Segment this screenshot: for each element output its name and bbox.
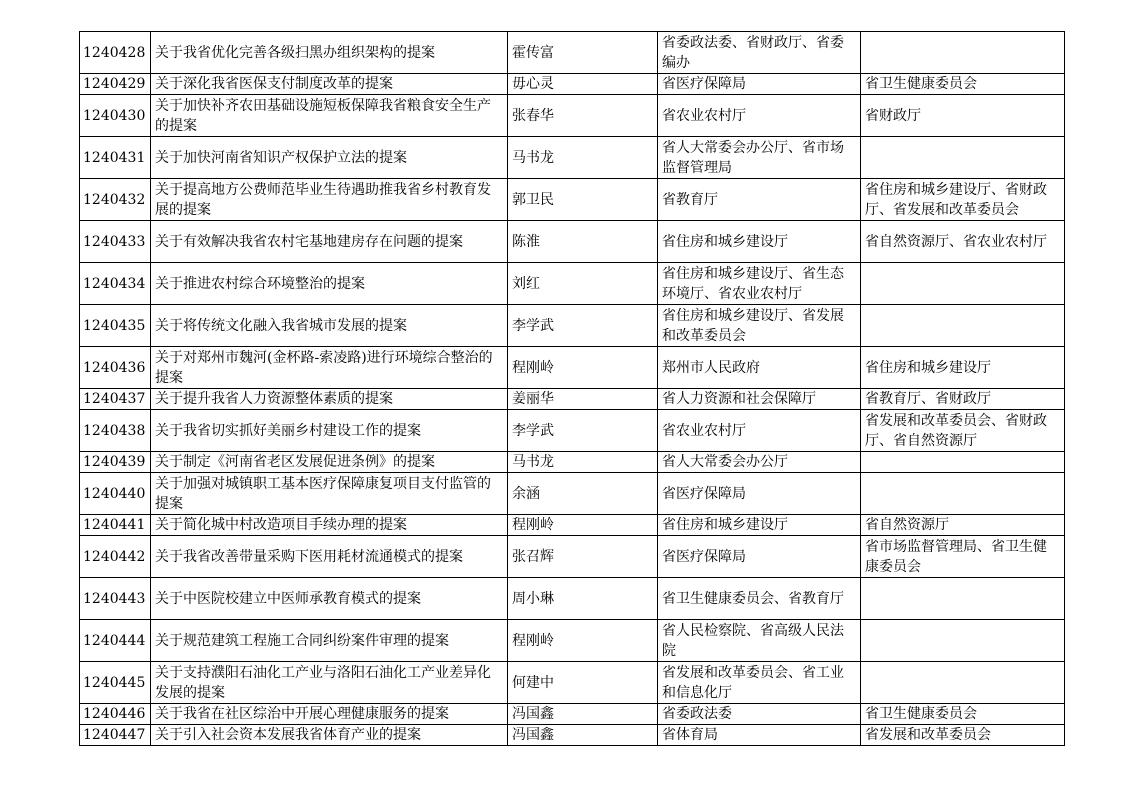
- lead-unit-cell: 省农业农村厅: [658, 410, 861, 452]
- proposal-title-cell: 关于我省在社区综治中开展心理健康服务的提案: [151, 704, 508, 725]
- proposal-title-cell: 关于对郑州市魏河(金杯路-索凌路)进行环境综合整治的提案: [151, 347, 508, 389]
- table-row: [80, 473, 1065, 515]
- proposal-title-cell: 关于我省改善带量采购下医用耗材流通模式的提案: [151, 536, 508, 578]
- assist-unit-cell: 省卫生健康委员会: [861, 704, 1065, 725]
- lead-unit-cell: 省卫生健康委员会、省教育厅: [658, 578, 861, 620]
- proposal-id-cell: 1240447: [80, 725, 151, 746]
- proposal-title-cell: 关于中医院校建立中医师承教育模式的提案: [151, 578, 508, 620]
- proposal-title-cell: 关于支持濮阳石油化工产业与洛阳石油化工产业差异化发展的提案: [151, 662, 508, 704]
- proposal-title-cell: 关于加强对城镇职工基本医疗保障康复项目支付监管的提案: [151, 473, 508, 515]
- proposal-title-cell: 关于我省优化完善各级扫黑办组织架构的提案: [151, 32, 508, 74]
- assist-unit-cell: [861, 452, 1065, 473]
- lead-unit-cell: 省住房和城乡建设厅、省发展和改革委员会: [658, 305, 861, 347]
- assist-unit-cell: [861, 32, 1065, 74]
- lead-unit-cell: 省体育局: [658, 725, 861, 746]
- lead-unit-cell: 省人大常委会办公厅: [658, 452, 861, 473]
- proposer-cell: 张春华: [508, 95, 658, 137]
- table-row: [80, 704, 1065, 725]
- table-row: [80, 725, 1065, 746]
- proposer-cell: 李学武: [508, 305, 658, 347]
- table-row: [80, 662, 1065, 704]
- proposal-title-cell: 关于我省切实抓好美丽乡村建设工作的提案: [151, 410, 508, 452]
- proposal-id-cell: 1240444: [80, 620, 151, 662]
- proposer-cell: 冯国鑫: [508, 704, 658, 725]
- assist-unit-cell: 省卫生健康委员会: [861, 74, 1065, 95]
- proposer-cell: 程刚岭: [508, 620, 658, 662]
- proposal-title-cell: 关于引入社会资本发展我省体育产业的提案: [151, 725, 508, 746]
- proposal-id-cell: 1240433: [80, 221, 151, 263]
- table-row: [80, 137, 1065, 179]
- assist-unit-cell: 省自然资源厅、省农业农村厅: [861, 221, 1065, 263]
- lead-unit-cell: 省医疗保障局: [658, 473, 861, 515]
- table-row: [80, 452, 1065, 473]
- proposal-id-cell: 1240436: [80, 347, 151, 389]
- lead-unit-cell: 省医疗保障局: [658, 536, 861, 578]
- proposal-title-cell: 关于推进农村综合环境整治的提案: [151, 263, 508, 305]
- assist-unit-cell: 省财政厅: [861, 95, 1065, 137]
- table-row: [80, 95, 1065, 137]
- proposal-title-cell: 关于有效解决我省农村宅基地建房存在问题的提案: [151, 221, 508, 263]
- assist-unit-cell: 省住房和城乡建设厅、省财政厅、省发展和改革委员会: [861, 179, 1065, 221]
- assist-unit-cell: 省发展和改革委员会、省财政厅、省自然资源厅: [861, 410, 1065, 452]
- table-row: [80, 74, 1065, 95]
- proposer-cell: 冯国鑫: [508, 725, 658, 746]
- assist-unit-cell: 省市场监督管理局、省卫生健康委员会: [861, 536, 1065, 578]
- assist-unit-cell: [861, 137, 1065, 179]
- assist-unit-cell: [861, 305, 1065, 347]
- proposal-id-cell: 1240430: [80, 95, 151, 137]
- table-row: [80, 410, 1065, 452]
- proposal-title-cell: 关于深化我省医保支付制度改革的提案: [151, 74, 508, 95]
- table-row: [80, 389, 1065, 410]
- assist-unit-cell: [861, 473, 1065, 515]
- proposal-id-cell: 1240446: [80, 704, 151, 725]
- table-row: [80, 515, 1065, 536]
- assist-unit-cell: 省住房和城乡建设厅: [861, 347, 1065, 389]
- table-row: [80, 221, 1065, 263]
- proposal-title-cell: 关于加快河南省知识产权保护立法的提案: [151, 137, 508, 179]
- proposer-cell: 程刚岭: [508, 347, 658, 389]
- proposal-table: [79, 31, 1065, 746]
- table-row: [80, 347, 1065, 389]
- proposal-id-cell: 1240432: [80, 179, 151, 221]
- proposer-cell: 张召辉: [508, 536, 658, 578]
- proposer-cell: 郭卫民: [508, 179, 658, 221]
- proposal-id-cell: 1240441: [80, 515, 151, 536]
- table-row: [80, 620, 1065, 662]
- proposal-id-cell: 1240435: [80, 305, 151, 347]
- lead-unit-cell: 省农业农村厅: [658, 95, 861, 137]
- proposal-title-cell: 关于加快补齐农田基础设施短板保障我省粮食安全生产的提案: [151, 95, 508, 137]
- proposer-cell: 程刚岭: [508, 515, 658, 536]
- lead-unit-cell: 省人大常委会办公厅、省市场监督管理局: [658, 137, 861, 179]
- proposal-title-cell: 关于提高地方公费师范毕业生待遇助推我省乡村教育发展的提案: [151, 179, 508, 221]
- proposal-title-cell: 关于提升我省人力资源整体素质的提案: [151, 389, 508, 410]
- assist-unit-cell: [861, 662, 1065, 704]
- assist-unit-cell: 省发展和改革委员会: [861, 725, 1065, 746]
- assist-unit-cell: [861, 263, 1065, 305]
- proposer-cell: 霍传富: [508, 32, 658, 74]
- lead-unit-cell: 省住房和城乡建设厅: [658, 515, 861, 536]
- proposal-id-cell: 1240428: [80, 32, 151, 74]
- proposer-cell: 李学武: [508, 410, 658, 452]
- lead-unit-cell: 省委政法委: [658, 704, 861, 725]
- lead-unit-cell: 省委政法委、省财政厅、省委编办: [658, 32, 861, 74]
- table-row: [80, 179, 1065, 221]
- lead-unit-cell: 省人力资源和社会保障厅: [658, 389, 861, 410]
- proposal-id-cell: 1240445: [80, 662, 151, 704]
- table-row: [80, 32, 1065, 74]
- proposer-cell: 姜丽华: [508, 389, 658, 410]
- proposer-cell: 马书龙: [508, 452, 658, 473]
- assist-unit-cell: 省教育厅、省财政厅: [861, 389, 1065, 410]
- proposer-cell: 马书龙: [508, 137, 658, 179]
- proposal-id-cell: 1240438: [80, 410, 151, 452]
- proposal-id-cell: 1240440: [80, 473, 151, 515]
- lead-unit-cell: 省医疗保障局: [658, 74, 861, 95]
- proposal-id-cell: 1240437: [80, 389, 151, 410]
- proposal-table-body: [80, 32, 1065, 746]
- table-row: [80, 305, 1065, 347]
- proposal-id-cell: 1240443: [80, 578, 151, 620]
- lead-unit-cell: 省住房和城乡建设厅: [658, 221, 861, 263]
- proposer-cell: 刘红: [508, 263, 658, 305]
- table-row: [80, 578, 1065, 620]
- proposer-cell: 周小琳: [508, 578, 658, 620]
- lead-unit-cell: 郑州市人民政府: [658, 347, 861, 389]
- lead-unit-cell: 省发展和改革委员会、省工业和信息化厅: [658, 662, 861, 704]
- proposal-title-cell: 关于制定《河南省老区发展促进条例》的提案: [151, 452, 508, 473]
- proposal-id-cell: 1240439: [80, 452, 151, 473]
- proposal-id-cell: 1240429: [80, 74, 151, 95]
- assist-unit-cell: [861, 578, 1065, 620]
- proposal-title-cell: 关于规范建筑工程施工合同纠纷案件审理的提案: [151, 620, 508, 662]
- proposal-title-cell: 关于简化城中村改造项目手续办理的提案: [151, 515, 508, 536]
- assist-unit-cell: [861, 620, 1065, 662]
- table-row: [80, 536, 1065, 578]
- proposal-id-cell: 1240434: [80, 263, 151, 305]
- assist-unit-cell: 省自然资源厅: [861, 515, 1065, 536]
- proposer-cell: 何建中: [508, 662, 658, 704]
- lead-unit-cell: 省人民检察院、省高级人民法院: [658, 620, 861, 662]
- lead-unit-cell: 省教育厅: [658, 179, 861, 221]
- proposer-cell: 毋心灵: [508, 74, 658, 95]
- proposal-title-cell: 关于将传统文化融入我省城市发展的提案: [151, 305, 508, 347]
- proposal-id-cell: 1240442: [80, 536, 151, 578]
- lead-unit-cell: 省住房和城乡建设厅、省生态环境厅、省农业农村厅: [658, 263, 861, 305]
- proposal-id-cell: 1240431: [80, 137, 151, 179]
- proposer-cell: 陈淮: [508, 221, 658, 263]
- proposer-cell: 余涵: [508, 473, 658, 515]
- table-row: [80, 263, 1065, 305]
